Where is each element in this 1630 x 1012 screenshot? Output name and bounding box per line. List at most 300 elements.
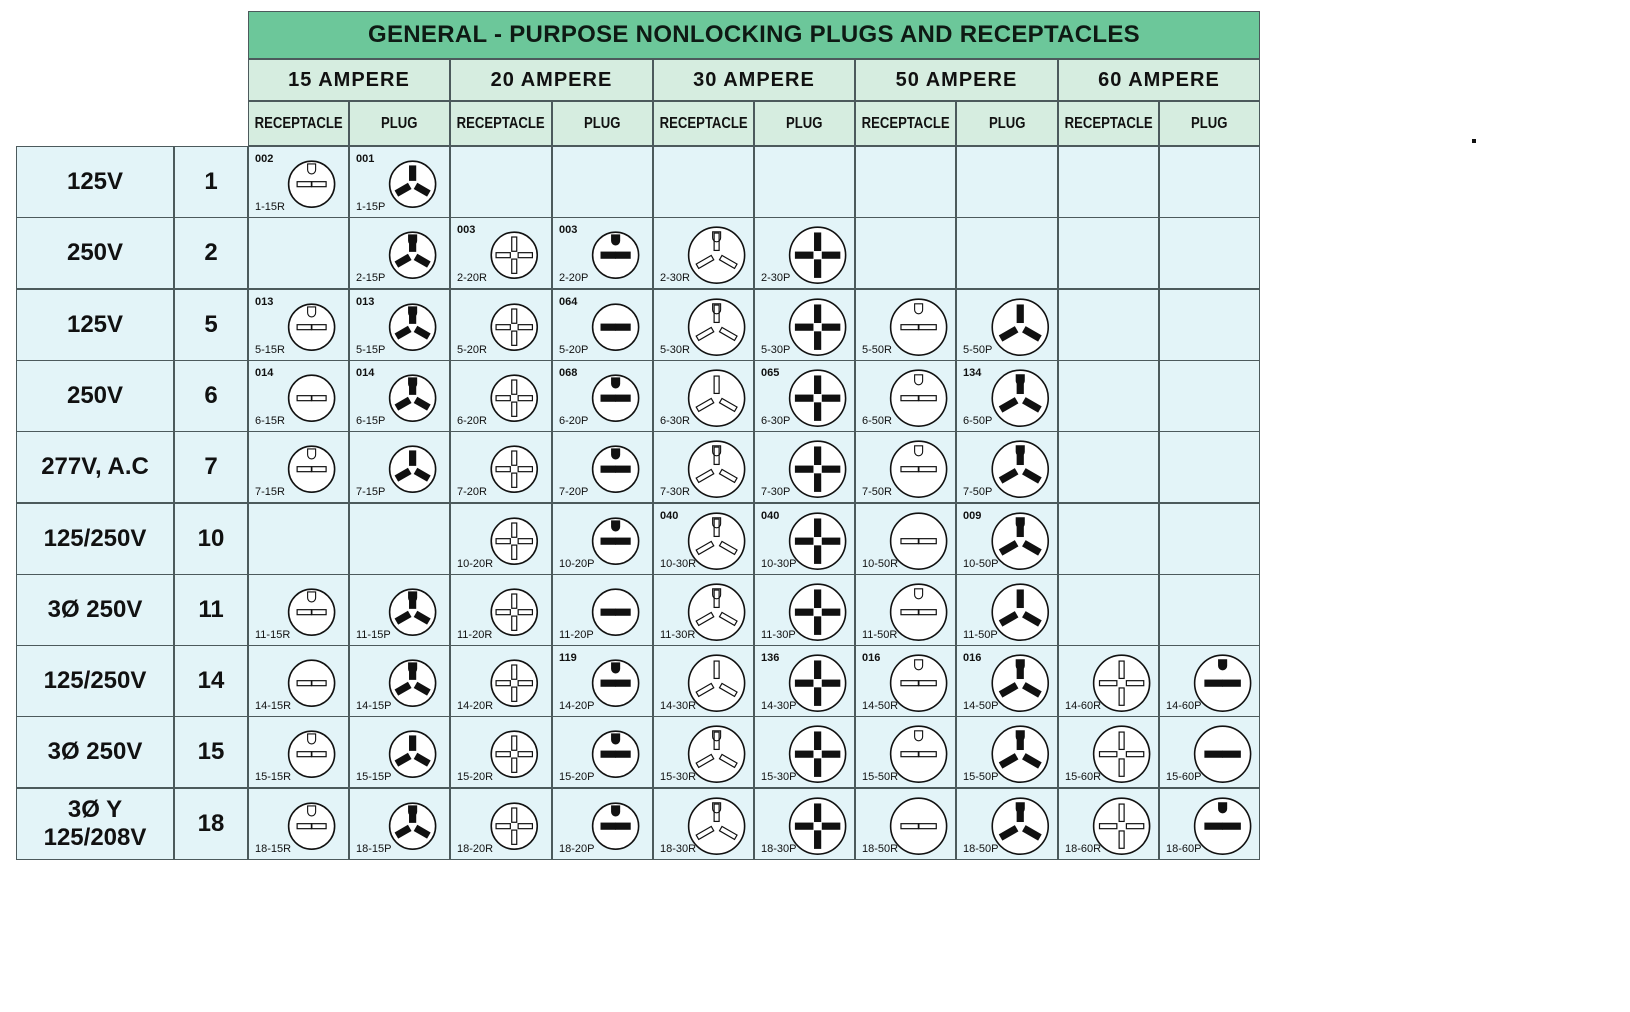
plug-header xyxy=(1159,101,1260,146)
empty-cell xyxy=(855,146,956,218)
nema-label: 18-30P xyxy=(761,842,797,855)
receptacle-face xyxy=(689,655,745,711)
nema-label: 11-50P xyxy=(963,628,998,641)
catalog-code: 013 xyxy=(255,296,274,308)
nema-label: 7-50R xyxy=(862,485,892,498)
receptacle-cell xyxy=(855,645,956,717)
nema-label: 7-50P xyxy=(963,485,993,498)
plug-cell xyxy=(754,431,855,503)
receptacle-cell xyxy=(248,146,349,218)
plug-cell xyxy=(1159,788,1260,860)
nema-label: 18-15R xyxy=(255,842,292,855)
ground-pin xyxy=(612,663,620,673)
plug-cell xyxy=(754,217,855,289)
nema-label: 7-30R xyxy=(660,485,690,498)
ampere-header: 50 AMPERE xyxy=(855,59,1058,101)
plug-blade xyxy=(815,759,821,776)
receptacle-cell xyxy=(450,574,552,646)
nema-label: 18-15P xyxy=(356,842,392,855)
receptacle-face xyxy=(491,232,537,278)
empty-cell xyxy=(1159,289,1260,361)
catalog-code: 016 xyxy=(862,652,881,664)
empty-cell xyxy=(248,503,349,575)
receptacle-cell xyxy=(855,431,956,503)
plug-blade xyxy=(601,751,615,757)
catalog-code: 040 xyxy=(660,510,679,522)
plug-cell xyxy=(552,788,653,860)
plug-cell xyxy=(552,289,653,361)
plug-blade xyxy=(1017,590,1023,607)
plug-blade xyxy=(796,751,813,757)
plug-cell xyxy=(956,503,1058,575)
plug-blade xyxy=(822,538,839,544)
empty-cell xyxy=(1159,431,1260,503)
plug-cell xyxy=(349,289,450,361)
receptacle-cell xyxy=(653,716,754,788)
nema-label: 11-15P xyxy=(356,628,391,641)
receptacle-cell xyxy=(450,289,552,361)
plug-blade xyxy=(815,376,821,393)
empty-cell xyxy=(1058,146,1159,218)
receptacle-cell xyxy=(248,431,349,503)
plug-cell xyxy=(552,431,653,503)
receptacle-face xyxy=(689,299,745,355)
voltage-cell: 125V xyxy=(16,146,174,218)
nema-label: 10-50R xyxy=(862,557,899,570)
receptacle-cell xyxy=(450,716,552,788)
receptacle-header xyxy=(450,101,552,146)
empty-cell xyxy=(248,217,349,289)
plug-blade xyxy=(822,609,839,615)
plug-cell xyxy=(754,716,855,788)
receptacle-cell xyxy=(653,431,754,503)
plug-cell xyxy=(956,716,1058,788)
plug-cell xyxy=(552,360,653,432)
empty-cell xyxy=(1159,360,1260,432)
plug-blade xyxy=(822,324,839,330)
nema-label: 5-50R xyxy=(862,343,892,356)
voltage-cell: 3Ø 250V xyxy=(16,716,174,788)
catalog-code: 016 xyxy=(963,652,982,664)
ground-pin xyxy=(612,521,620,531)
ampere-header: 30 AMPERE xyxy=(653,59,855,101)
receptacle-cell xyxy=(1058,788,1159,860)
nema-label: 6-30R xyxy=(660,414,690,427)
plug-blade xyxy=(822,823,839,829)
receptacle-cell xyxy=(653,289,754,361)
plug-blade xyxy=(815,617,821,634)
voltage-cell: 125V xyxy=(16,289,174,361)
chart-title: GENERAL - PURPOSE NONLOCKING PLUGS AND RECEPTACLES xyxy=(248,11,1260,59)
nema-label: 5-15P xyxy=(356,343,386,356)
sub-header-label: PLUG xyxy=(988,114,1026,132)
nema-label: 7-30P xyxy=(761,485,791,498)
plug-cell xyxy=(956,788,1058,860)
receptacle-cell xyxy=(653,503,754,575)
plug-blade xyxy=(1223,751,1240,757)
plug-blade xyxy=(822,751,839,757)
receptacle-cell xyxy=(855,289,956,361)
plug-cell xyxy=(1159,716,1260,788)
plug-blade xyxy=(815,474,821,491)
nema-label: 18-60R xyxy=(1065,842,1102,855)
nema-label: 6-30P xyxy=(761,414,791,427)
nema-label: 7-15R xyxy=(255,485,285,498)
plug-cell xyxy=(754,360,855,432)
empty-cell xyxy=(855,217,956,289)
plug-blade xyxy=(616,823,630,829)
nema-label: 10-50P xyxy=(963,557,999,570)
plug-cell xyxy=(1159,645,1260,717)
sub-header-label: RECEPTACLE xyxy=(457,114,545,132)
catalog-code: 003 xyxy=(457,224,476,236)
plug-blade xyxy=(410,736,416,750)
receptacle-cell xyxy=(855,503,956,575)
empty-cell xyxy=(1159,503,1260,575)
empty-cell xyxy=(552,146,653,218)
catalog-code: 003 xyxy=(559,224,578,236)
nema-label: 11-20P xyxy=(559,628,594,641)
plug-blade xyxy=(822,395,839,401)
plug-blade xyxy=(601,395,615,401)
ground-pin xyxy=(612,806,620,816)
nema-label: 1-15P xyxy=(356,200,386,213)
nema-label: 14-30R xyxy=(660,699,697,712)
nema-label: 10-20P xyxy=(559,557,595,570)
receptacle-face xyxy=(1094,655,1150,711)
nema-label: 18-20R xyxy=(457,842,494,855)
catalog-code: 001 xyxy=(356,153,375,165)
voltage-cell: 250V xyxy=(16,360,174,432)
receptacle-cell xyxy=(855,360,956,432)
catalog-code: 002 xyxy=(255,153,274,165)
receptacle-face xyxy=(689,726,745,782)
receptacle-face xyxy=(689,584,745,640)
receptacle-cell xyxy=(1058,645,1159,717)
ground-pin xyxy=(1219,803,1227,813)
catalog-code: 013 xyxy=(356,296,375,308)
voltage-cell: 125/250V xyxy=(16,503,174,575)
receptacle-cell xyxy=(450,431,552,503)
plug-cell xyxy=(349,788,450,860)
empty-cell xyxy=(1159,574,1260,646)
ampere-header: 20 AMPERE xyxy=(450,59,653,101)
nema-label: 2-30P xyxy=(761,271,791,284)
nema-label: 14-20P xyxy=(559,699,595,712)
receptacle-face xyxy=(491,446,537,492)
nema-label: 14-60P xyxy=(1166,699,1202,712)
nema-label: 2-30R xyxy=(660,271,690,284)
ground-pin xyxy=(1016,660,1024,670)
nema-label: 14-30P xyxy=(761,699,797,712)
plug-blade xyxy=(796,609,813,615)
plug-cell xyxy=(552,574,653,646)
receptacle-cell xyxy=(248,574,349,646)
ground-pin xyxy=(612,235,620,245)
nema-label: 15-20R xyxy=(457,770,494,783)
plug-blade xyxy=(815,403,821,420)
nema-number-cell: 15 xyxy=(174,716,248,788)
receptacle-face xyxy=(491,731,537,777)
receptacle-cell xyxy=(653,574,754,646)
plug-blade xyxy=(796,252,813,258)
ground-pin xyxy=(409,307,417,317)
empty-cell xyxy=(653,146,754,218)
plug-header xyxy=(754,101,855,146)
plug-cell xyxy=(754,788,855,860)
plug-blade xyxy=(1205,823,1222,829)
receptacle-cell xyxy=(653,360,754,432)
nema-label: 15-50R xyxy=(862,770,899,783)
receptacle-cell xyxy=(248,645,349,717)
plug-blade xyxy=(815,332,821,349)
voltage-cell: 277V, A.C xyxy=(16,431,174,503)
nema-label: 18-60P xyxy=(1166,842,1202,855)
plug-blade xyxy=(616,609,630,615)
receptacle-cell xyxy=(248,788,349,860)
receptacle-face xyxy=(491,304,537,350)
plug-blade xyxy=(822,680,839,686)
ground-pin xyxy=(409,235,417,245)
catalog-code: 065 xyxy=(761,367,780,379)
plug-blade xyxy=(1223,823,1240,829)
catalog-code: 040 xyxy=(761,510,780,522)
empty-cell xyxy=(1058,360,1159,432)
nema-label: 2-20P xyxy=(559,271,589,284)
ampere-header: 60 AMPERE xyxy=(1058,59,1260,101)
nema-number-cell: 18 xyxy=(174,788,248,860)
nema-label: 7-20P xyxy=(559,485,589,498)
empty-cell xyxy=(1159,217,1260,289)
empty-cell xyxy=(1159,146,1260,218)
receptacle-face xyxy=(491,803,537,849)
nema-label: 5-20P xyxy=(559,343,589,356)
plug-blade xyxy=(796,680,813,686)
plug-blade xyxy=(796,395,813,401)
receptacle-cell xyxy=(248,289,349,361)
nema-label: 10-30R xyxy=(660,557,697,570)
catalog-code: 068 xyxy=(559,367,578,379)
ampere-header: 15 AMPERE xyxy=(248,59,450,101)
plug-header xyxy=(552,101,653,146)
nema-label: 15-60R xyxy=(1065,770,1102,783)
nema-label: 11-30P xyxy=(761,628,796,641)
ground-pin xyxy=(409,806,417,816)
ground-pin xyxy=(409,592,417,602)
plug-blade xyxy=(822,466,839,472)
plug-blade xyxy=(822,252,839,258)
plug-blade xyxy=(796,324,813,330)
receptacle-cell xyxy=(450,360,552,432)
nema-number-cell: 1 xyxy=(174,146,248,218)
ground-pin xyxy=(409,663,417,673)
plug-cell xyxy=(349,716,450,788)
ground-pin xyxy=(1016,731,1024,741)
nema-label: 15-60P xyxy=(1166,770,1202,783)
catalog-code: 134 xyxy=(963,367,982,379)
catalog-code: 119 xyxy=(559,652,577,664)
nema-label: 18-50R xyxy=(862,842,899,855)
plug-cell xyxy=(552,503,653,575)
nema-number-cell: 5 xyxy=(174,289,248,361)
catalog-code: 136 xyxy=(761,652,780,664)
plug-cell xyxy=(349,146,450,218)
nema-label: 15-15R xyxy=(255,770,292,783)
receptacle-cell xyxy=(450,217,552,289)
plug-cell xyxy=(349,431,450,503)
plug-blade xyxy=(616,395,630,401)
ground-pin xyxy=(1219,660,1227,670)
receptacle-face xyxy=(689,798,745,854)
plug-blade xyxy=(410,451,416,465)
receptacle-cell xyxy=(248,716,349,788)
ground-pin xyxy=(409,378,417,388)
ground-pin xyxy=(1016,803,1024,813)
catalog-code: 014 xyxy=(255,367,274,379)
receptacle-face xyxy=(689,441,745,497)
plug-blade xyxy=(815,732,821,749)
nema-label: 18-50P xyxy=(963,842,999,855)
receptacle-cell xyxy=(450,503,552,575)
nema-number-cell: 6 xyxy=(174,360,248,432)
nema-label: 7-15P xyxy=(356,485,386,498)
catalog-code: 009 xyxy=(963,510,982,522)
plug-blade xyxy=(796,538,813,544)
receptacle-face xyxy=(689,513,745,569)
nema-label: 2-20R xyxy=(457,271,487,284)
plug-cell xyxy=(349,217,450,289)
receptacle-face xyxy=(491,660,537,706)
nema-label: 6-15R xyxy=(255,414,285,427)
nema-label: 5-30R xyxy=(660,343,690,356)
receptacle-cell xyxy=(855,574,956,646)
receptacle-face xyxy=(491,375,537,421)
nema-label: 6-20P xyxy=(559,414,589,427)
nema-label: 6-20R xyxy=(457,414,487,427)
receptacle-header xyxy=(855,101,956,146)
nema-label: 14-50P xyxy=(963,699,999,712)
plug-cell xyxy=(349,574,450,646)
nema-label: 2-15P xyxy=(356,271,386,284)
nema-label: 15-50P xyxy=(963,770,999,783)
plug-cell xyxy=(552,645,653,717)
nema-label: 6-15P xyxy=(356,414,386,427)
nema-label: 14-15P xyxy=(356,699,392,712)
receptacle-header xyxy=(248,101,349,146)
plug-cell xyxy=(754,645,855,717)
nema-label: 1-15R xyxy=(255,200,285,213)
empty-cell xyxy=(956,146,1058,218)
empty-cell xyxy=(754,146,855,218)
plug-cell xyxy=(349,360,450,432)
ground-pin xyxy=(1016,446,1024,456)
receptacle-face xyxy=(491,518,537,564)
receptacle-header xyxy=(1058,101,1159,146)
receptacle-cell xyxy=(855,788,956,860)
plug-blade xyxy=(601,680,615,686)
plug-cell xyxy=(754,503,855,575)
nema-label: 11-50R xyxy=(862,628,898,641)
plug-cell xyxy=(956,645,1058,717)
receptacle-cell xyxy=(855,716,956,788)
plug-blade xyxy=(601,324,615,330)
nema-label: 5-50P xyxy=(963,343,993,356)
receptacle-cell xyxy=(450,788,552,860)
ground-pin xyxy=(612,734,620,744)
plug-cell xyxy=(956,574,1058,646)
nema-label: 5-20R xyxy=(457,343,487,356)
sub-header-label: PLUG xyxy=(381,114,418,132)
plug-blade xyxy=(601,609,615,615)
nema-label: 15-30R xyxy=(660,770,697,783)
nema-label: 11-30R xyxy=(660,628,696,641)
receptacle-cell xyxy=(450,645,552,717)
voltage-cell: 3Ø Y 125/208V xyxy=(16,788,174,860)
plug-cell xyxy=(956,289,1058,361)
plug-blade xyxy=(601,538,615,544)
receptacle-cell xyxy=(653,217,754,289)
nema-label: 14-20R xyxy=(457,699,494,712)
nema-label: 15-20P xyxy=(559,770,595,783)
nema-label: 5-30P xyxy=(761,343,791,356)
sub-header-label: RECEPTACLE xyxy=(1064,114,1153,132)
plug-blade xyxy=(1205,751,1222,757)
plug-blade xyxy=(616,466,630,472)
nema-label: 10-30P xyxy=(761,557,797,570)
catalog-code: 014 xyxy=(356,367,375,379)
sub-header-label: PLUG xyxy=(786,114,823,132)
receptacle-face xyxy=(1094,798,1150,854)
catalog-code: 064 xyxy=(559,296,578,308)
sub-header-label: RECEPTACLE xyxy=(659,114,748,132)
nema-number-cell: 11 xyxy=(174,574,248,646)
nema-label: 6-50P xyxy=(963,414,993,427)
nema-label: 14-60R xyxy=(1065,699,1102,712)
plug-blade xyxy=(616,252,630,258)
empty-cell xyxy=(349,503,450,575)
voltage-cell: 125/250V xyxy=(16,645,174,717)
receptacle-cell xyxy=(653,788,754,860)
voltage-cell: 250V xyxy=(16,217,174,289)
receptacle-cell xyxy=(1058,716,1159,788)
nema-label: 11-15R xyxy=(255,628,291,641)
empty-cell xyxy=(450,146,552,218)
sub-header-label: PLUG xyxy=(1191,114,1228,132)
nema-label: 11-20R xyxy=(457,628,493,641)
plug-blade xyxy=(815,447,821,464)
plug-blade xyxy=(601,252,615,258)
plug-blade xyxy=(815,688,821,705)
sub-header-label: PLUG xyxy=(584,114,621,132)
nema-label: 15-15P xyxy=(356,770,392,783)
nema-label: 14-50R xyxy=(862,699,899,712)
plug-blade xyxy=(601,823,615,829)
receptacle-face xyxy=(1094,726,1150,782)
plug-blade xyxy=(815,546,821,563)
plug-blade xyxy=(815,804,821,821)
receptacle-header xyxy=(653,101,754,146)
plug-blade xyxy=(1017,305,1023,322)
nema-label: 14-15R xyxy=(255,699,292,712)
plug-blade xyxy=(815,305,821,322)
receptacle-cell xyxy=(653,645,754,717)
plug-blade xyxy=(1205,680,1222,686)
nema-label: 18-30R xyxy=(660,842,697,855)
empty-cell xyxy=(1058,289,1159,361)
ground-pin xyxy=(1016,375,1024,385)
plug-cell xyxy=(552,217,653,289)
plug-blade xyxy=(815,260,821,277)
